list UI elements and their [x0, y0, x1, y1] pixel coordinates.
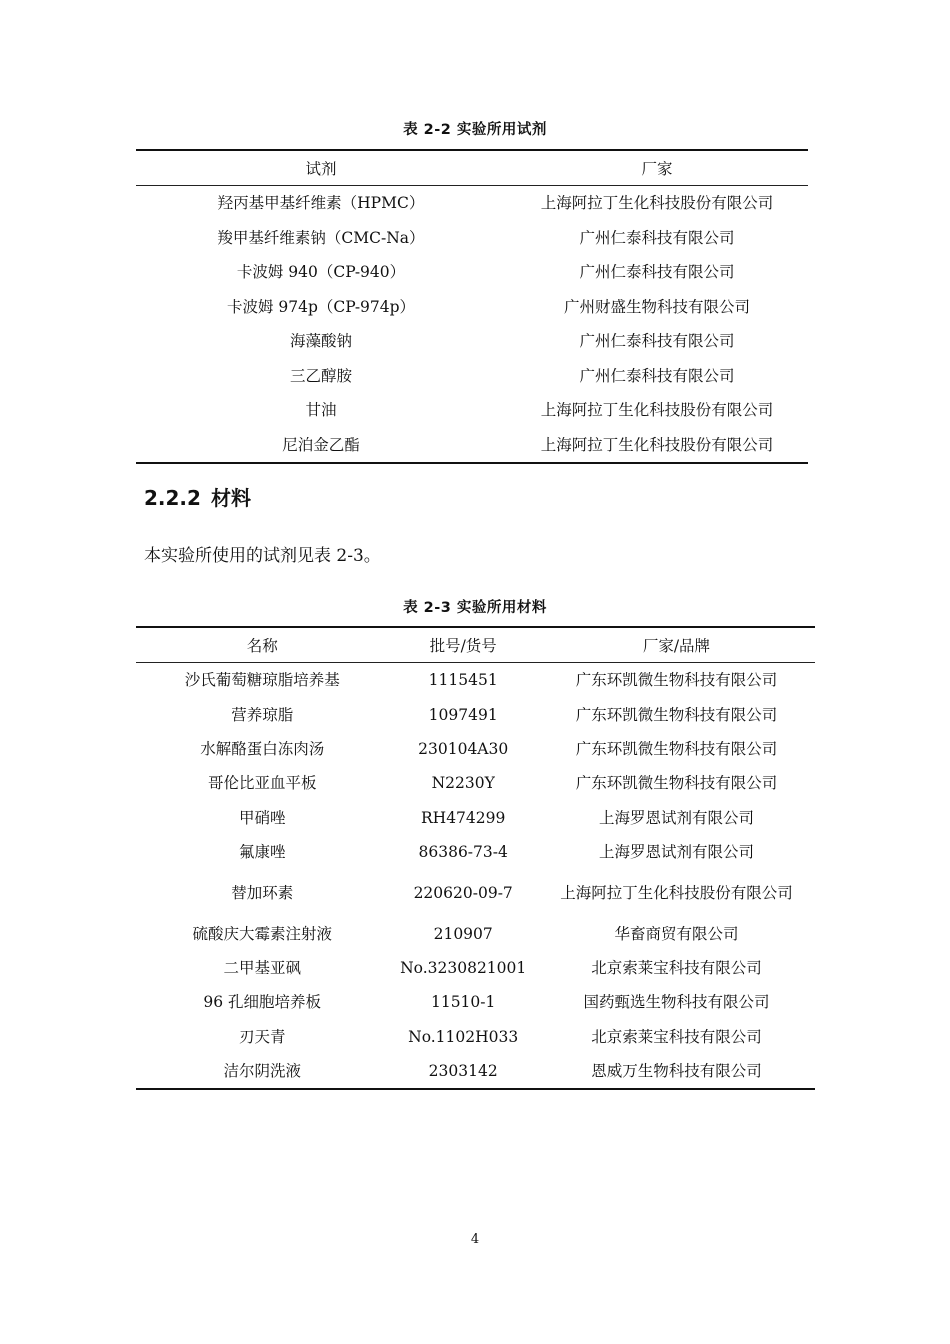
- table-header-row: [136, 627, 815, 663]
- table-row: [136, 186, 808, 221]
- batch-number-cell: 220620-09-7: [413, 883, 513, 902]
- reagent-name-cell: 羧甲基纤维素钠（CMC-Na）: [217, 228, 425, 247]
- reagent-name-cell: 三乙醇胺: [289, 366, 352, 385]
- manufacturer-cell: 上海罗恩试剂有限公司: [598, 808, 754, 827]
- table-row: [136, 766, 815, 800]
- table-row: [136, 290, 808, 325]
- material-name-cell: 替加环素: [231, 883, 294, 902]
- table-row: [136, 916, 815, 950]
- manufacturer-cell: 广东环凯微生物科技有限公司: [575, 705, 778, 724]
- table-header-row: [136, 150, 808, 186]
- manufacturer-cell: 上海阿拉丁生化科技股份有限公司: [540, 401, 774, 420]
- material-name-cell: 沙氏葡萄糖琼脂培养基: [184, 671, 340, 690]
- table-row: [136, 663, 815, 698]
- manufacturer-cell: 上海罗恩试剂有限公司: [598, 843, 754, 862]
- manufacturer-cell: 上海阿拉丁生化科技股份有限公司: [540, 194, 774, 213]
- reagents-table: [136, 149, 808, 464]
- manufacturer-cell: 广东环凯微生物科技有限公司: [575, 774, 778, 793]
- reagent-name-cell: 尼泊金乙酯: [282, 435, 360, 454]
- manufacturer-cell: 北京索莱宝科技有限公司: [591, 1027, 762, 1046]
- section-title: 材料: [210, 486, 251, 510]
- table-row: [136, 1020, 815, 1054]
- table-2-2-caption: 表 2-2 实验所用试剂: [403, 122, 547, 138]
- table-row: [136, 869, 815, 916]
- batch-number-cell: 2303142: [428, 1062, 498, 1081]
- manufacturer-cell: 华畜商贸有限公司: [614, 924, 739, 943]
- table-2-3-caption: 表 2-3 实验所用材料: [403, 600, 547, 616]
- batch-number-cell: 210907: [433, 924, 493, 943]
- table-row: [136, 835, 815, 869]
- reagent-name-cell: 甘油: [305, 401, 337, 420]
- manufacturer-cell: 上海阿拉丁生化科技股份有限公司: [540, 435, 774, 454]
- table-row: [136, 324, 808, 359]
- manufacturer-cell: 广州财盛生物科技有限公司: [563, 297, 750, 316]
- reagent-name-cell: 卡波姆 940（CP-940）: [236, 263, 406, 282]
- batch-number-cell: N2230Y: [431, 774, 495, 793]
- material-name-cell: 营养琼脂: [231, 705, 294, 724]
- manufacturer-cell: 上海阿拉丁生化科技股份有限公司: [560, 883, 793, 902]
- table-row: [136, 428, 808, 464]
- batch-number-cell: 1097491: [428, 705, 498, 724]
- manufacturer-cell: 广东环凯微生物科技有限公司: [575, 739, 778, 758]
- material-name-cell: 硫酸庆大霉素注射液: [192, 924, 332, 943]
- column-header-manufacturer: 厂家: [506, 150, 808, 186]
- manufacturer-cell: 广州仁泰科技有限公司: [579, 366, 735, 385]
- column-header-name: 名称: [136, 627, 388, 663]
- manufacturer-cell: 广州仁泰科技有限公司: [579, 332, 735, 351]
- table-row: [136, 1054, 815, 1089]
- reagent-name-cell: 海藻酸钠: [289, 332, 352, 351]
- reagent-name-cell: 卡波姆 974p（CP-974p）: [226, 297, 416, 316]
- batch-number-cell: RH474299: [421, 808, 506, 827]
- materials-table: [136, 626, 815, 1090]
- manufacturer-cell: 广州仁泰科技有限公司: [579, 263, 735, 282]
- batch-number-cell: 11510-1: [430, 993, 496, 1012]
- manufacturer-cell: 北京索莱宝科技有限公司: [591, 958, 762, 977]
- section-number: 2.2.2: [144, 486, 201, 510]
- material-name-cell: 水解酪蛋白冻肉汤: [200, 739, 325, 758]
- material-name-cell: 哥伦比亚血平板: [207, 774, 317, 793]
- material-name-cell: 96 孔细胞培养板: [203, 993, 322, 1012]
- table-row: [136, 359, 808, 394]
- manufacturer-cell: 广州仁泰科技有限公司: [579, 228, 735, 247]
- column-header-batch-number: 批号/货号: [388, 627, 537, 663]
- manufacturer-cell: 广东环凯微生物科技有限公司: [575, 671, 778, 690]
- batch-number-cell: No.3230821001: [400, 958, 527, 977]
- material-name-cell: 刃天青: [238, 1027, 286, 1046]
- section-heading: [144, 482, 251, 511]
- table-row: [136, 255, 808, 290]
- table-row: [136, 985, 815, 1019]
- material-name-cell: 洁尔阴洗液: [223, 1062, 301, 1081]
- manufacturer-cell: 国药甄选生物科技有限公司: [583, 993, 770, 1012]
- table-row: [136, 801, 815, 835]
- table-row: [136, 221, 808, 256]
- column-header-manufacturer-brand: 厂家/品牌: [538, 627, 815, 663]
- material-name-cell: 甲硝唑: [238, 808, 286, 827]
- material-name-cell: 二甲基亚砜: [223, 958, 301, 977]
- material-name-cell: 氟康唑: [238, 843, 286, 862]
- manufacturer-cell: 恩威万生物科技有限公司: [591, 1062, 762, 1081]
- page-number: 4: [470, 1232, 480, 1247]
- table-row: [136, 393, 808, 428]
- table-row: [136, 697, 815, 731]
- batch-number-cell: No.1102H033: [408, 1027, 519, 1046]
- section-paragraph: 本实验所使用的试剂见表 2-3。: [144, 546, 381, 566]
- table-row: [136, 732, 815, 766]
- batch-number-cell: 1115451: [428, 671, 498, 690]
- table-row: [136, 951, 815, 985]
- batch-number-cell: 230104A30: [418, 739, 509, 758]
- column-header-reagent: 试剂: [136, 150, 506, 186]
- batch-number-cell: 86386-73-4: [418, 843, 508, 862]
- reagent-name-cell: 羟丙基甲基纤维素（HPMC）: [217, 194, 425, 213]
